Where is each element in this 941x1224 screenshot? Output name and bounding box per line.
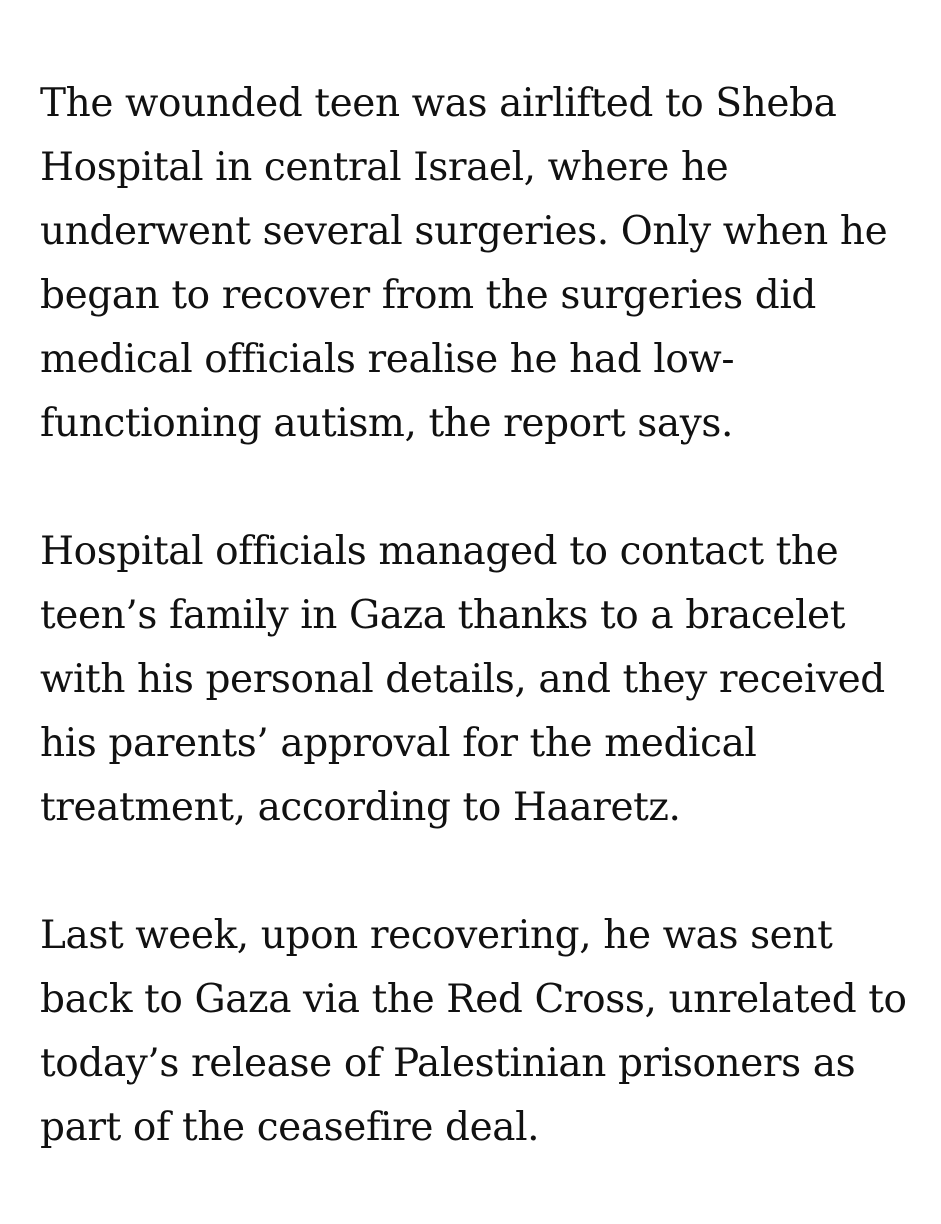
paragraph-1 bbox=[40, 72, 920, 456]
paragraph-line: Last week, upon recovering, he was sent bbox=[40, 913, 833, 958]
paragraph-line: today’s release of Palestinian prisoners as bbox=[40, 1041, 856, 1086]
paragraph-3 bbox=[40, 904, 920, 1160]
article-body bbox=[40, 72, 920, 1224]
paragraph-line: functioning autism, the report says. bbox=[40, 401, 733, 446]
paragraph-line: back to Gaza via the Red Cross, unrelated to bbox=[40, 977, 907, 1022]
paragraph-line: Hospital officials managed to contact the bbox=[40, 529, 839, 574]
paragraph-line: began to recover from the surgeries did bbox=[40, 273, 816, 318]
paragraph-line: with his personal details, and they received bbox=[40, 657, 885, 702]
paragraph-line: medical officials realise he had low- bbox=[40, 337, 735, 382]
paragraph-line: underwent several surgeries. Only when he bbox=[40, 209, 888, 254]
paragraph-line: Hospital in central Israel, where he bbox=[40, 145, 729, 190]
paragraph-line: teen’s family in Gaza thanks to a bracelet bbox=[40, 593, 845, 638]
paragraph-2 bbox=[40, 520, 920, 840]
paragraph-line: part of the ceasefire deal. bbox=[40, 1105, 540, 1150]
paragraph-line: treatment, according to Haaretz. bbox=[40, 785, 681, 830]
paragraph-line: The wounded teen was airlifted to Sheba bbox=[40, 81, 837, 126]
paragraph-line: his parents’ approval for the medical bbox=[40, 721, 757, 766]
